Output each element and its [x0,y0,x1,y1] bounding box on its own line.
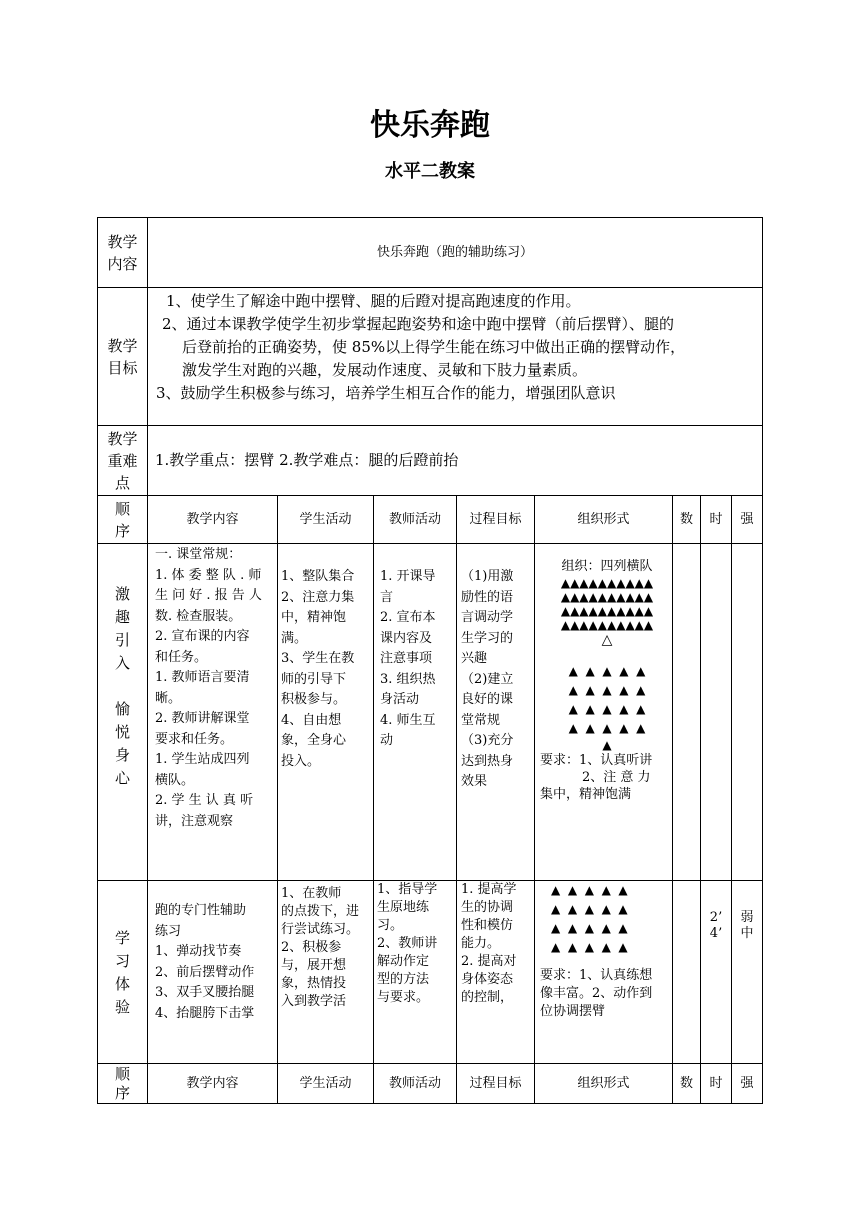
col-time-header: 时 [709,512,723,527]
col-teacher-header-repeat: 教师活动 [388,1076,441,1091]
section1-phase: 激 趣 引 入 愉 悦 身 心 [114,585,130,787]
col-goal-header-repeat: 过程目标 [469,1076,522,1091]
section2-content: 跑的专门性辅助 练习 1、弹动找节奏 2、前后摆臂动作 3、双手叉腰抬腿 4、抬腿胯下击掌 [155,903,255,1021]
teaching-goals [148,290,762,425]
col-intensity-header: 强 [740,512,754,527]
goal-line-4: 激发学生对跑的兴趣，发展动作速度、灵敏和下肢力量素质。 [182,361,588,379]
section2-time: 4’ [709,925,723,941]
sparse-formation: ▲ ▲ ▲ ▲ ▲ ▲ ▲ ▲ ▲ ▲ ▲ ▲ ▲ ▲ ▲ ▲ ▲ ▲ ▲ ▲ ▲ [568,664,646,752]
section1-organization [537,557,671,803]
col-teacher-header: 教师活动 [388,512,441,527]
org-caption: 组织：四列横队 [561,559,653,574]
section1-requirements: 要求：1、认真听讲 2、注 意 力 集中，精神饱满 [540,753,653,802]
col-goal-header: 过程目标 [469,512,522,527]
section2-teacher-activity: 1、指导学 生原地练 习。 2、教师讲 解动作定 型的方法 与要求。 [377,882,438,1005]
col-student-header-repeat: 学生活动 [299,1076,352,1091]
section1-content: 一. 课堂常规： 1. 体 委 整 队 . 师 生 问 好 . 报 告 人 数. 检查服装。 2. 宣布课的内容 和任务。 1. 教师语言要清 晰。 2. 教师讲解课堂 要求和任务。 1. 学生站成四列 横队。 2. 学 生 认 真 听 讲，注意观察 [155,547,262,829]
col-content-header-repeat: 教学内容 [186,1076,239,1091]
col-time-header-repeat: 时 [709,1076,723,1091]
col-seq-header: 顺 序 [114,499,130,540]
section2-organization [537,881,671,1021]
section1-intensity: 弱 [740,909,754,925]
goal-line-1: 1、使学生了解途中跑中摆臂、腿的后蹬对提高跑速度的作用。 [166,292,581,310]
four-row-formation: ▲▲▲▲▲▲▲▲▲▲ ▲▲▲▲▲▲▲▲▲▲ ▲▲▲▲▲▲▲▲▲▲ ▲▲▲▲▲▲▲▲▲▲ [560,576,654,632]
col-student-header: 学生活动 [299,512,352,527]
col-seq-header-repeat: 顺 序 [114,1064,130,1102]
document-title: 快乐奔跑 [370,108,490,143]
document-subtitle: 水平二教案 [385,161,475,182]
goal-line-3: 后登前抬的正确姿势，使 85%以上得学生能在练习中做出正确的摆臂动作， [182,338,686,356]
lesson-plan-table [97,217,763,1104]
section1-teacher-activity: 1. 开课导 言 2. 宣布本 课内容及 注意事项 3. 组织热 身活动 4. 师生互 动 [380,569,436,748]
content-row-label: 教学 内容 [107,232,138,273]
section1-process-goal: （1)用激 励性的语 言调动学 生学习的 兴趣 （2)建立 良好的课 堂常规 （3)充分 达到热身 效果 [461,569,514,789]
col-org-header: 组织形式 [577,512,630,527]
keypoints-row-label: 教学 重难 点 [107,429,138,492]
section1-time: 2’ [709,909,723,925]
goals-row-label: 教学 目标 [107,336,138,377]
key-difficult-points: 1.教学重点：摆臂 2.教学难点：腿的后蹬前抬 [155,451,459,469]
section2-process-goal: 1. 提高学 生的协调 性和模仿 能力。 2. 提高对 身体姿态 的控制， [461,882,517,1005]
col-org-header-repeat: 组织形式 [577,1076,630,1091]
teacher-marker: △ [601,632,613,648]
col-num-header-repeat: 数 [679,1076,693,1091]
col-num-header: 数 [679,512,693,527]
section2-intensity: 中 [740,925,754,941]
goal-line-5: 3、鼓励学生积极参与练习，培养学生相互合作的能力，增强团队意识 [156,384,616,402]
section2-student-activity: 1、在教师 的点拨下，进 行尝试练习。 2、积极参 与，展开想 象，热情投 入到教学活 [281,886,360,1009]
col-intensity-header-repeat: 强 [740,1076,754,1091]
col-content-header: 教学内容 [186,512,239,527]
section2-requirements: 要求：1、认真练想 像丰富。2、动作到 位协调摆臂 [540,968,653,1019]
section2-phase: 学 习 体 验 [114,929,130,1016]
section1-student-activity: 1、整队集合 2、注意力集 中，精神饱 满。 3、学生在教 师的引导下 积极参与。 4、自由想 象，全身心 投入。 [281,569,355,769]
goal-line-2: 2、通过本课教学使学生初步掌握起跑姿势和途中跑中摆臂（前后摆臂）、腿的 [162,315,675,333]
practice-formation: ▲ ▲ ▲ ▲ ▲ ▲ ▲ ▲ ▲ ▲ ▲ ▲ ▲ ▲ ▲ ▲ ▲ ▲ ▲ ▲ [551,883,628,954]
lesson-topic: 快乐奔跑（跑的辅助练习） [376,245,533,260]
